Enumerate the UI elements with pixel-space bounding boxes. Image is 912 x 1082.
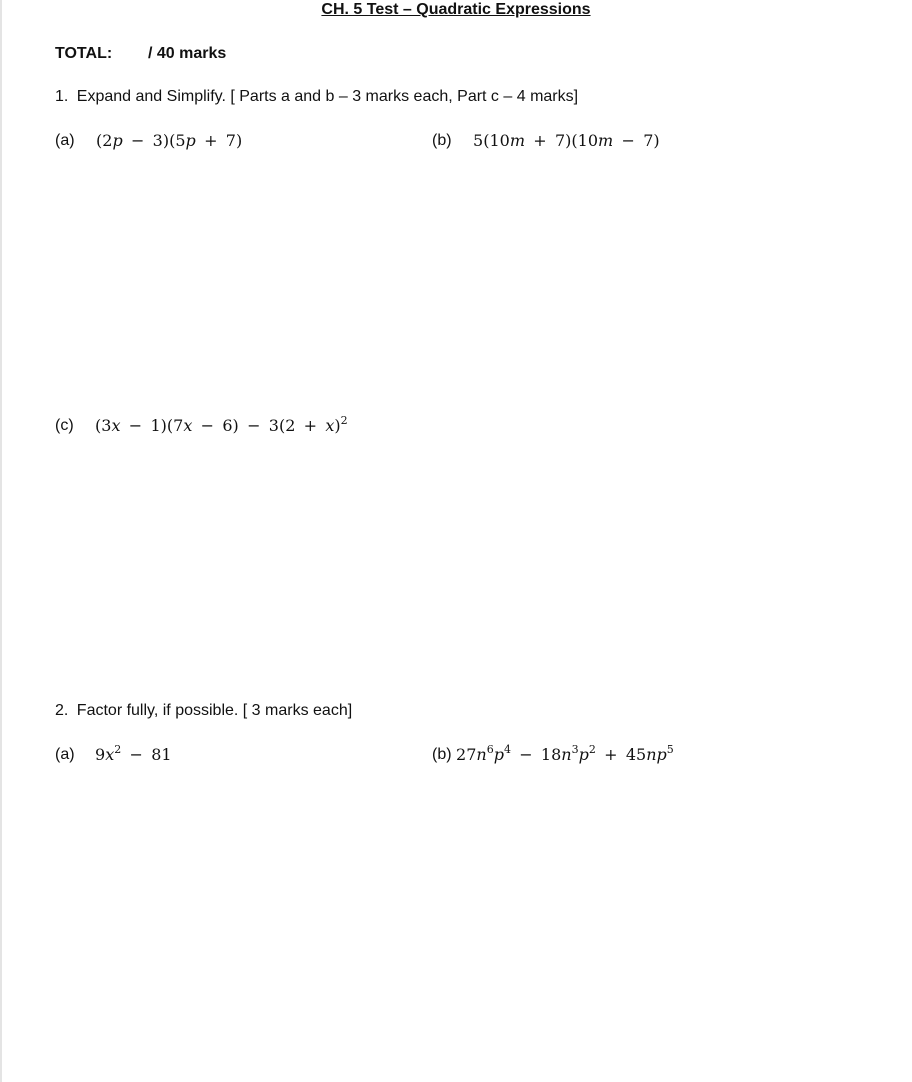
question-1-instruction	[55, 88, 578, 106]
total-label: TOTAL:	[55, 45, 113, 62]
question-2a-expression: $9x^2 - 81$	[95, 743, 172, 764]
question-2a-label: (a)	[55, 746, 75, 763]
question-1b-label: (b)	[432, 132, 452, 149]
question-1a-label: (a)	[55, 132, 75, 149]
page-left-edge	[0, 0, 2, 1082]
question-1c-expression: $(3x - 1)(7x - 6) - 3(2 + x)^2$	[95, 414, 348, 435]
page-title: CH. 5 Test – Quadratic Expressions	[321, 1, 591, 18]
question-2b-expression: $27n^6p^4 - 18n^3p^2 + 45np^5$	[456, 743, 674, 764]
total-marks: / 40 marks	[148, 45, 227, 62]
question-1c-label: (c)	[55, 417, 74, 434]
question-1-text: Expand and Simplify. [ Parts a and b – 3 marks each, Part c – 4 marks]	[76, 88, 579, 105]
question-1-number: 1.	[55, 88, 69, 105]
question-1a-expression: (2p − 3)(5p + 7)	[96, 131, 243, 150]
question-2-number: 2.	[55, 702, 69, 719]
question-2-instruction	[55, 702, 352, 720]
question-1b-expression: 5(10m + 7)(10m − 7)	[473, 131, 660, 150]
question-2-text: Factor fully, if possible. [ 3 marks each]	[76, 702, 353, 719]
question-2b-label: (b)	[432, 746, 452, 763]
